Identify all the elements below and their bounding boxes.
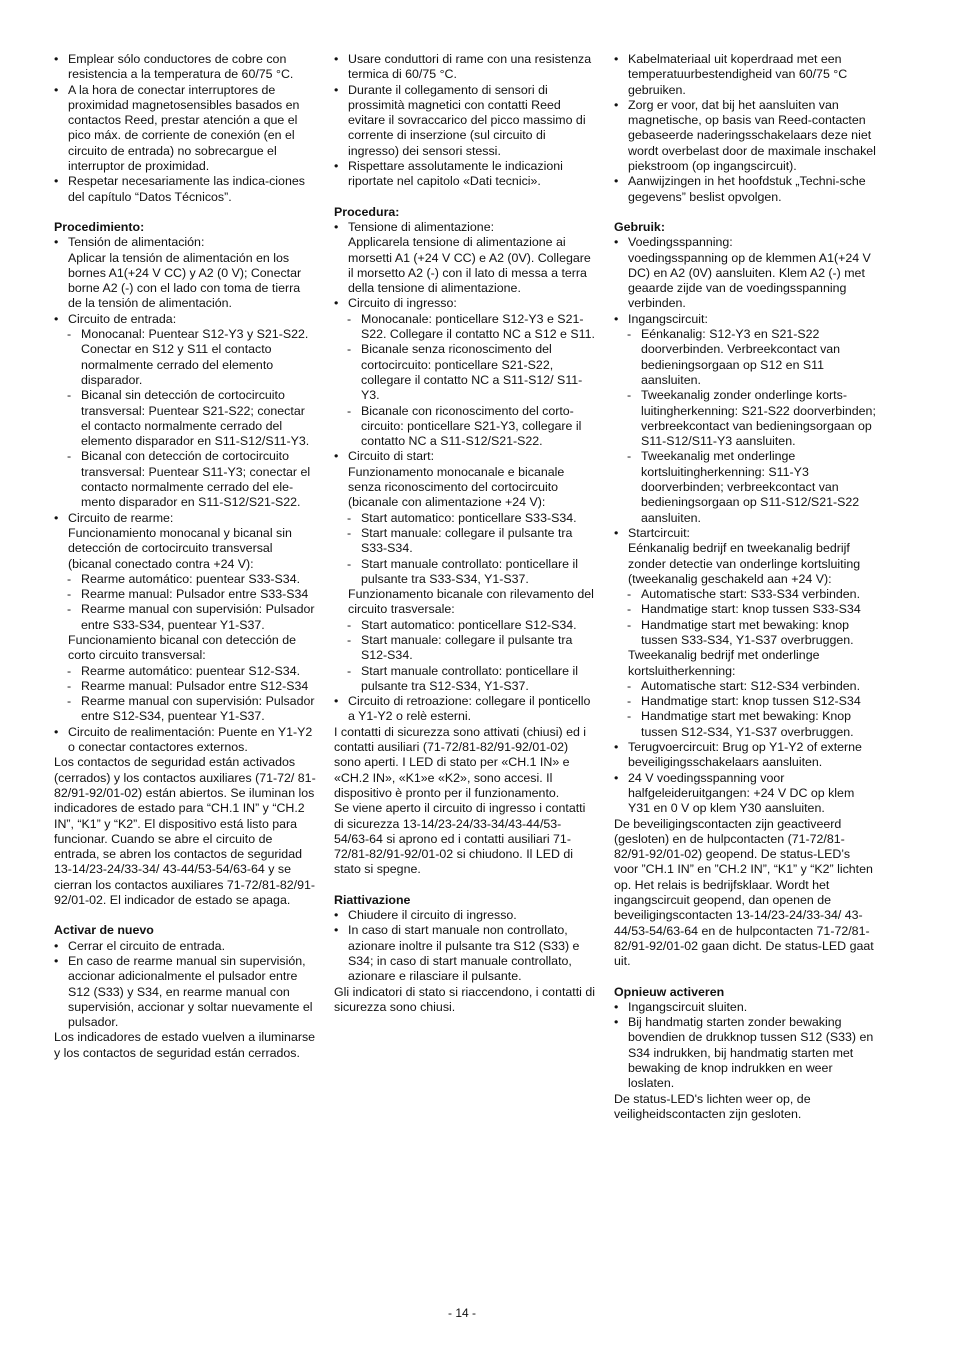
- paragraph: Se viene aperto il circuito di ingresso i contatti di sicurezza 13-14/23-24/33-34/43-44/53-54/63-64 si aprono ed i contatti ausiliari 71-72/81-82/91-92/01-02 si chiudono. Il LED di stato si spegne.: [334, 801, 586, 877]
- indented-text: Eénkanalig bedrijf en tweekanalig bedrijf zonder detectie van onderlinge kortsluiting (tweekanalig geschakeld aan +24 V):: [628, 541, 861, 586]
- column-italian: [334, 52, 596, 1015]
- indented-text: Funcionamiento bicanal con detección de corto circuito transversal:: [68, 632, 296, 663]
- section-heading: Procedimiento:: [54, 219, 145, 234]
- page-number: - 14 -: [447, 1306, 476, 1320]
- dash-item: - Handmatige start: knop tussen S33-S34: [614, 602, 876, 617]
- indented-text: Funzionamento bicanale con rilevamento del circuito trasversale:: [348, 587, 594, 617]
- dash-item: - Start automatico: ponticellare S33-S34.: [334, 511, 596, 526]
- spacer: [614, 205, 876, 220]
- spacer: [54, 205, 316, 220]
- bullet-item: • Respetar necesariamente las indica-ciones del capítulo “Datos Técnicos”.: [54, 174, 316, 205]
- bullet-item: • Circuito de realimentación: Puente en Y1-Y2 o conectar contactores externos.: [54, 725, 316, 756]
- bullet-item: • Chiudere il circuito di ingresso.: [334, 908, 596, 923]
- section-heading: Opnieuw activeren: [614, 984, 725, 999]
- bullet-item: • Tensione di alimentazione:: [334, 220, 596, 235]
- dash-item: - Monocanal: Puentear S12-Y3 y S21-S22. Conectar en S12 y S11 el contacto normalmente cerrado del elemento disparador.: [54, 327, 316, 388]
- section-heading: Procedura:: [334, 204, 400, 219]
- indented-text: Funcionamiento monocanal y bicanal sin detección de cortocircuito transversal (bicanal conectado contra +24 V):: [68, 525, 292, 571]
- bullet-item: • Bij handmatig starten zonder bewaking bovendien de drukknop tussen S12 (S33) en S34 indrukken, bij handmatig starten met bewaking de knop indrukken en weer loslaten.: [614, 1015, 876, 1091]
- spacer: [334, 878, 596, 893]
- bullet-item: • Circuito di retroazione: collegare il ponticello a Y1-Y2 o relè esterni.: [334, 694, 596, 725]
- section-heading: Gebruik:: [614, 219, 665, 234]
- dash-item: - Monocanale: ponticellare S12-Y3 e S21-S22. Collegare il contatto NC a S12 e S11.: [334, 312, 596, 343]
- paragraph: Los indicadores de estado vuelven a iluminarse y los contactos de seguridad están cerrados.: [54, 1030, 316, 1060]
- dash-item: - Bicanale senza riconoscimento del cortocircuito: ponticellare S21-S22, collegare il contatto NC a S11-S12/ S11-Y3.: [334, 342, 596, 403]
- bullet-item: • Voedingsspanning:: [614, 235, 876, 250]
- dash-item: - Handmatige start met bewaking: knop tussen S33-S34, Y1-S37 overbruggen.: [614, 618, 876, 649]
- bullet-item: • Zorg er voor, dat bij het aansluiten van magnetische, op basis van Reed-contacten gebaseerde naderingsschakelaars deze niet wordt overbelast door de maximale inschakel piekstroom (op ingangscircuit).: [614, 98, 876, 174]
- bullet-item: • Tensión de alimentación:: [54, 235, 316, 250]
- bullet-item: • Cerrar el circuito de entrada.: [54, 939, 316, 954]
- spacer: [54, 908, 316, 923]
- bullet-item: • 24 V voedingsspanning voor halfgeleideruitgangen: +24 V DC op klem Y31 en 0 V op klem Y30 aansluiten.: [614, 771, 876, 817]
- dash-item: - Automatische start: S12-S34 verbinden.: [614, 679, 876, 694]
- bullet-item: • Emplear sólo conductores de cobre con resistencia a la temperatura de 60/75 °C.: [54, 52, 316, 83]
- dash-item: - Eénkanalig: S12-Y3 en S21-S22 doorverbinden. Verbreekcontact van bedieningsorgaan op S12 en S11 aansluiten.: [614, 327, 876, 388]
- dash-item: - Automatische start: S33-S34 verbinden.: [614, 587, 876, 602]
- dash-item: - Handmatige start met bewaking: Knop tussen S12-S34, Y1-S37 overbruggen.: [614, 709, 876, 740]
- bullet-item: • Circuito de entrada:: [54, 312, 316, 327]
- dash-item: - Bicanale con riconoscimento del corto-circuito: ponticellare S21-Y3, collegare il contatto NC a S11-S12/S21-S22.: [334, 404, 596, 450]
- dash-item: - Bicanal con detección de cortocircuito transversal: Puentear S11-Y3; conectar el contacto normalmente cerrado del ele-mento disparador en S11-S12/S21-S22.: [54, 449, 316, 510]
- indented-text: Applicarela tensione di alimentazione ai morsetti A1 (+24 V CC) e A2 (0V). Collegare il morsetto A2 (-) con il lato di messa a terra della tensione di alimentazione.: [348, 235, 591, 296]
- bullet-item: • Circuito di ingresso:: [334, 296, 596, 311]
- bullet-item: • Durante il collegamento di sensori di prossimità magnetici con contatti Reed evitare il sovraccarico del picco massimo di corrente di inserzione (sul circuito di ingresso) dei sensori stessi.: [334, 83, 596, 159]
- bullet-item: • Ingangscircuit sluiten.: [614, 1000, 876, 1015]
- dash-item: - Rearme automático: puentear S12-S34.: [54, 664, 316, 679]
- dash-item: - Tweekanalig met onderlinge kortsluitingherkenning: S11-Y3 doorverbinden; verbreekcontact van bedieningsorgaan op S11-S12/S21-S22 aansluiten.: [614, 449, 876, 525]
- dash-item: - Rearme automático: puentear S33-S34.: [54, 572, 316, 587]
- dash-item: - Rearme manual: Pulsador entre S12-S34: [54, 679, 316, 694]
- dash-item: - Start manuale: collegare il pulsante tra S12-S34.: [334, 633, 596, 664]
- section-heading: Riattivazione: [334, 892, 411, 907]
- dash-item: - Tweekanalig zonder onderlinge korts-luitingherkenning: S21-S22 doorverbinden; verbreekcontact van bedieningsorgaan op S11-S12/S11-Y3 aansluiten.: [614, 388, 876, 449]
- bullet-item: • Usare conduttori di rame con una resistenza termica di 60/75 °C.: [334, 52, 596, 83]
- column-spanish: [54, 52, 316, 1061]
- bullet-item: • Rispettare assolutamente le indicazioni riportate nel capitolo «Dati tecnici».: [334, 159, 596, 190]
- dash-item: - Start manuale: collegare il pulsante tra S33-S34.: [334, 526, 596, 557]
- column-dutch: [614, 52, 876, 1122]
- bullet-item: • Startcircuit:: [614, 526, 876, 541]
- dash-item: - Start manuale controllato: ponticellare il pulsante tra S33-S34, Y1-S37.: [334, 557, 596, 588]
- bullet-item: • Circuito de rearme:: [54, 511, 316, 526]
- spacer: [614, 970, 876, 985]
- indented-text: voedingsspanning op de klemmen A1(+24 V DC) en A2 (0V) aansluiten. Klem A2 (-) met geaarde zijde van de voedingsspanning verbinden.: [628, 250, 871, 311]
- dash-item: - Rearme manual con supervisión: Pulsador entre S12-S34, puentear Y1-S37.: [54, 694, 316, 725]
- bullet-item: • Circuito di start:: [334, 449, 596, 464]
- dash-item: - Start manuale controllato: ponticellare il pulsante tra S12-S34, Y1-S37.: [334, 664, 596, 695]
- paragraph: De status-LED's lichten weer op, de veiligheidscontacten zijn gesloten.: [614, 1091, 811, 1121]
- dash-item: - Rearme manual: Pulsador entre S33-S34: [54, 587, 316, 602]
- bullet-item: • Ingangscircuit:: [614, 312, 876, 327]
- indented-text: Funzionamento monocanale e bicanale senza riconoscimento del cortocircuito (bicanale con alimentazione +24 V):: [348, 464, 565, 510]
- dash-item: - Rearme manual con supervisión: Pulsador entre S33-S34, puentear Y1-S37.: [54, 602, 316, 633]
- indented-text: Aplicar la tensión de alimentación en los bornes A1(+24 V CC) y A2 (0 V); Conectar borne A2 (-) con el lado con toma de tierra de la tensión de alimentación.: [68, 250, 302, 311]
- paragraph: I contatti di sicurezza sono attivati (chiusi) ed i contatti ausiliari (71-72/81-82/91-92/01-02) sono aperti. I LED di stato per «CH.1 IN» e «CH.2 IN», «K1»e «K2», sono accesi. Il dispositivo è pronto per il funzionamento.: [334, 724, 587, 800]
- bullet-item: • A la hora de conectar interruptores de proximidad magnetosensibles basados en contactos Reed, prestar atención a que el pico máx. de corriente de conexión (en el circuito de entrada) no sobrecargue el interruptor de proximidad.: [54, 83, 316, 175]
- bullet-item: • Kabelmateriaal uit koperdraad met een temperatuurbestendigheid van 60/75 °C gebruiken.: [614, 52, 876, 98]
- bullet-item: • En caso de rearme manual sin supervisión, accionar adicionalmente el pulsador entre S12 (S33) y S34, en rearme manual con supervisión, accionar y soltar nuevamente el pulsador.: [54, 954, 316, 1030]
- dash-item: - Bicanal sin detección de cortocircuito transversal: Puentear S21-S22; conectar el contacto normalmente cerrado del elemento disparador en S11-S12/S11-Y3.: [54, 388, 316, 449]
- bullet-item: • Aanwijzingen in het hoofdstuk „Techni-sche gegevens” beslist opvolgen.: [614, 174, 876, 205]
- paragraph: De beveiligingscontacten zijn geactiveerd (gesloten) en de hulpcontacten (71-72/81-82/91-92/01-02) geopend. De status-LED’s voor ”CH.1 IN” en ”CH.2 IN”, “K1” y “K2” lichten op. Het relais is bedrijfsklaar. Wordt het ingangscircuit geopend, dan openen de beveiligingscontacten 13-14/23-24/33-34/ 43-44/53-54/63-64 en de hulpcontacten 71-72/81-82/91-92/01-02 gaan dicht. De status-LED gaat uit.: [614, 816, 874, 969]
- bullet-item: • In caso di start manuale non controllato, azionare inoltre il pulsante tra S12 (S33) e S34; in caso di start manuale controllato, azionare e rilasciare il pulsante.: [334, 923, 596, 984]
- paragraph: Los contactos de seguridad están activados (cerrados) y los contactos auxiliares (71-72/ 81-82/91-92/01-02) están abiertos. Se iluminan los indicadores de estado para “CH.1 IN” y “CH.2 IN”, “K1” y “K2”. El dispositivo está listo para funcionar. Cuando se abre el circuito de entrada, se abren los contactos de seguridad 13-14/23-24/33-34/ 43-44/53-54/63-64 y se cierran los contactos auxiliares 71-72/81-82/91-92/01-02. El indicador de estado se apaga.: [54, 755, 316, 908]
- bullet-item: • Terugvoercircuit: Brug op Y1-Y2 of externe beveiligingsschakelaars aansluiten.: [614, 740, 876, 771]
- paragraph: Gli indicatori di stato si riaccendono, i contatti di sicurezza sono chiusi.: [334, 984, 596, 1014]
- indented-text: Tweekanalig bedrijf met onderlinge kortsluitherkenning:: [628, 648, 820, 678]
- spacer: [334, 190, 596, 205]
- section-heading: Activar de nuevo: [54, 923, 154, 938]
- dash-item: - Start automatico: ponticellare S12-S34.: [334, 618, 596, 633]
- dash-item: - Handmatige start: knop tussen S12-S34: [614, 694, 876, 709]
